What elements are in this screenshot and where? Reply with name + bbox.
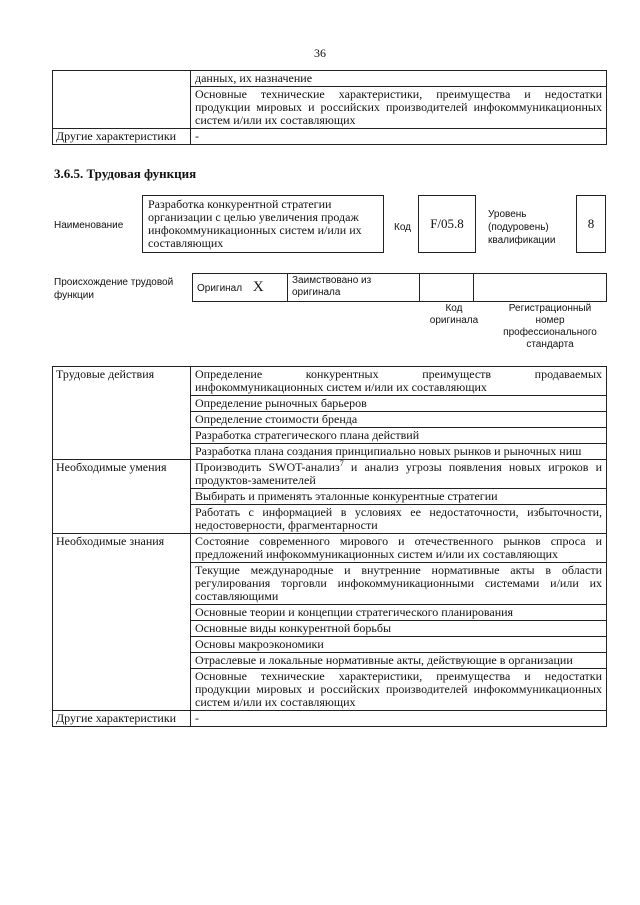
labor-action-item: Определение стоимости бренда xyxy=(191,412,607,428)
borrowed-label-line: Заимствовано из xyxy=(292,275,372,286)
caption-line: номер xyxy=(535,315,565,326)
required-skill-item: Работать с информацией в условиях ее недостаточности, избыточности, недостоверности, фрагментарности xyxy=(191,505,607,534)
required-knowledge-item: Основные технические характеристики, преимущества и недостатки продукции мировых и российских производителей инфокоммуникационных систем и/или их составляющих xyxy=(191,669,607,711)
required-knowledge-item: Основные виды конкурентной борьбы xyxy=(191,621,607,637)
other-characteristics-value: - xyxy=(191,711,607,727)
labor-action-item: Определение конкурентных преимуществ продаваемых инфокоммуникационных систем и/или их составляющих xyxy=(191,367,607,396)
required-knowledge-label: Необходимые знания xyxy=(53,534,191,711)
required-knowledge-item: Основы макроэкономики xyxy=(191,637,607,653)
caption-line: Код xyxy=(445,303,463,314)
registration-number-cell xyxy=(474,274,607,302)
original-mark: X xyxy=(252,279,264,295)
continued-cell: Основные технические характеристики, преимущества и недостатки продукции мировых и российских производителей инфокоммуникационных систем и/или их составляющих xyxy=(191,87,607,129)
labor-actions-label: Трудовые действия xyxy=(53,367,191,460)
original-code-caption xyxy=(424,303,484,327)
code-label: Код xyxy=(394,222,412,233)
caption-line: оригинала xyxy=(429,315,479,326)
original-label: Оригинал xyxy=(197,283,243,294)
required-skills-label: Необходимые умения xyxy=(53,460,191,534)
level-label-line: квалификации xyxy=(488,235,556,246)
page-number: 36 xyxy=(314,46,326,60)
borrowed-label-line: оригинала xyxy=(292,287,341,298)
level-label xyxy=(488,208,555,247)
caption-line: Регистрационный xyxy=(508,303,592,314)
origin-label-line: функции xyxy=(54,290,94,301)
section-heading: 3.6.5. Трудовая функция xyxy=(54,166,197,181)
caption-line: стандарта xyxy=(526,339,574,350)
origin-table xyxy=(192,273,607,302)
labor-action-item: Определение рыночных барьеров xyxy=(191,396,607,412)
skill-text: и анализ угрозы появления новых игроков и продуктов-заменителей xyxy=(195,460,603,487)
origin-label xyxy=(54,276,173,302)
required-knowledge-item: Отраслевые и локальные нормативные акты, действующие в организации xyxy=(191,653,607,669)
labor-function-table xyxy=(52,366,607,727)
caption-line: профессионального xyxy=(503,327,597,338)
required-knowledge-item: Состояние современного мирового и отечественного рынков спроса и предложений инфокоммуникационных систем и/или их составляющих xyxy=(191,534,607,563)
required-knowledge-item: Основные теории и концепции стратегического планирования xyxy=(191,605,607,621)
other-characteristics-label: Другие характеристики xyxy=(53,129,191,145)
required-skill-item: Выбирать и применять эталонные конкурентные стратегии xyxy=(191,489,607,505)
continued-knowledge-table xyxy=(52,70,607,145)
original-code-cell xyxy=(420,274,474,302)
continued-cell: данных, их назначение xyxy=(191,71,607,87)
level-label-line: (подуровень) xyxy=(488,222,549,233)
function-name-box: Разработка конкурентной стратегии организации с целью увеличения продаж инфокоммуникационных систем и/или их составляющих xyxy=(142,195,384,253)
required-skill-item xyxy=(191,460,607,489)
registration-number-caption xyxy=(492,303,608,351)
qualification-level-box: 8 xyxy=(576,195,606,253)
original-cell xyxy=(193,274,288,302)
skill-text: Производить SWOT-анализ xyxy=(195,460,340,474)
continued-label-cell xyxy=(53,71,191,129)
origin-label-line: Происхождение трудовой xyxy=(54,277,174,288)
required-knowledge-item: Текущие международные и внутренние нормативные акты в области регулирования торговли инфокоммуникационными системами и/или их составляющими xyxy=(191,563,607,605)
labor-action-item: Разработка стратегического плана действий xyxy=(191,428,607,444)
borrowed-cell xyxy=(288,274,420,302)
other-characteristics-label: Другие характеристики xyxy=(53,711,191,727)
footnote-mark: 7 xyxy=(339,459,344,468)
function-code-box: F/05.8 xyxy=(418,195,476,253)
name-label: Наименование xyxy=(54,220,124,231)
labor-action-item: Разработка плана создания принципиально новых рынков и рыночных ниш xyxy=(191,444,607,460)
other-characteristics-value: - xyxy=(191,129,607,145)
level-label-line: Уровень xyxy=(488,209,527,220)
